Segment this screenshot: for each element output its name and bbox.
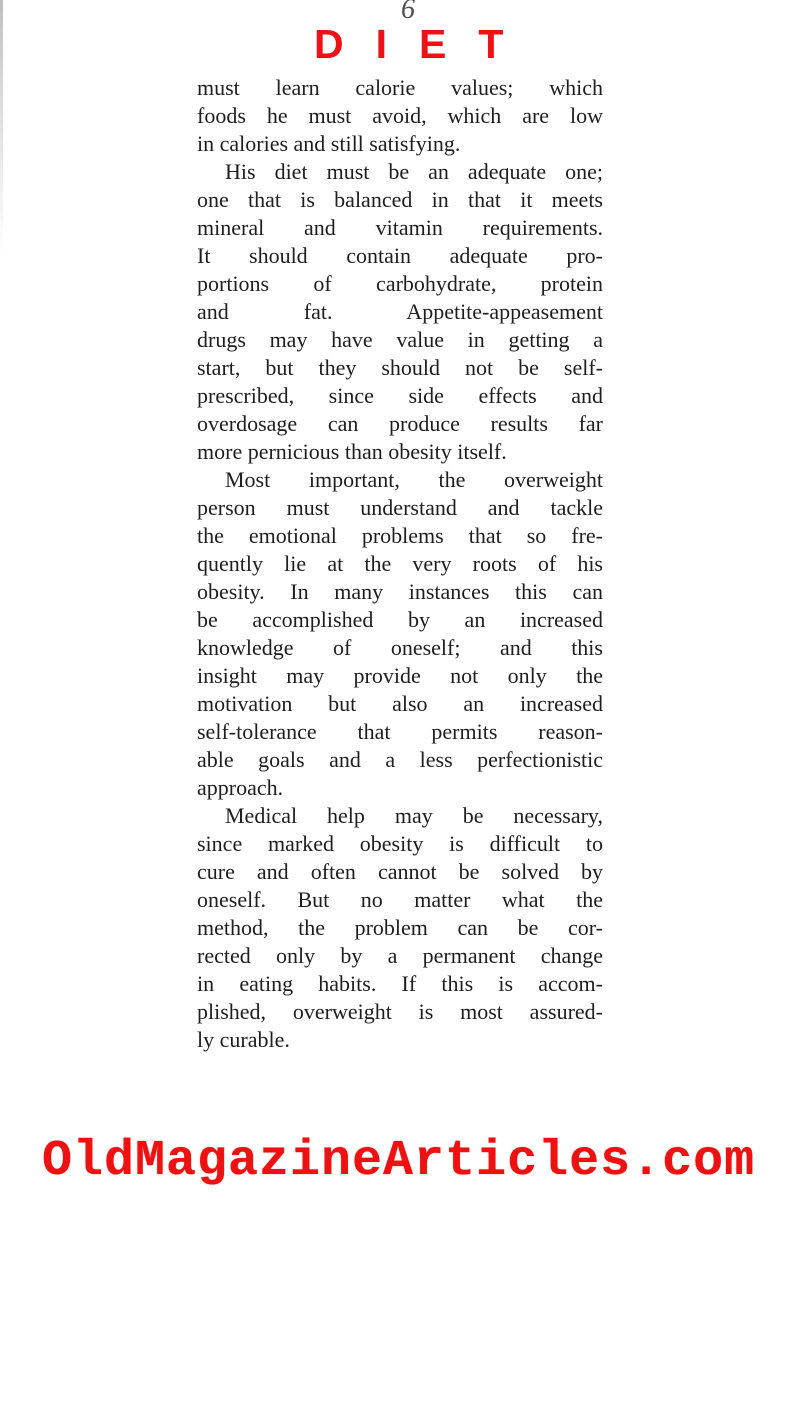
- text-line: start, but they should not be self-: [197, 355, 603, 380]
- text-line: person must understand and tackle: [197, 495, 603, 520]
- text-line: It should contain adequate pro-: [197, 243, 603, 268]
- text-line: ly curable.: [197, 1027, 290, 1052]
- text-line: motivation but also an increased: [197, 691, 603, 716]
- text-line: rected only by a permanent change: [197, 943, 603, 968]
- page-number: 6: [401, 0, 415, 25]
- text-line: and fat. Appetite-appeasement: [197, 299, 603, 324]
- text-line: His diet must be an adequate one;: [225, 159, 603, 184]
- text-line: since marked obesity is difficult to: [197, 831, 603, 856]
- text-line: oneself. But no matter what the: [197, 887, 603, 912]
- text-line: in eating habits. If this is accom-: [197, 971, 603, 996]
- text-line: portions of carbohydrate, protein: [197, 271, 603, 296]
- scan-edge-artifact: [0, 0, 3, 255]
- watermark-text: OldMagazineArticles.com: [42, 1133, 756, 1190]
- text-line: be accomplished by an increased: [197, 607, 603, 632]
- text-line: overdosage can produce results far: [197, 411, 603, 436]
- text-line: able goals and a less perfectionistic: [197, 747, 603, 772]
- text-line: self-tolerance that permits reason-: [197, 719, 603, 744]
- text-line: approach.: [197, 775, 284, 800]
- text-line: cure and often cannot be solved by: [197, 859, 603, 884]
- text-line: drugs may have value in getting a: [197, 327, 603, 352]
- text-line: foods he must avoid, which are low: [197, 103, 603, 128]
- text-line: quently lie at the very roots of his: [197, 551, 603, 576]
- text-line: method, the problem can be cor-: [197, 915, 603, 940]
- text-line: more pernicious than obesity itself.: [197, 439, 507, 464]
- text-line: the emotional problems that so fre-: [197, 523, 603, 548]
- text-line: Most important, the overweight: [225, 467, 603, 492]
- text-line: Medical help may be necessary,: [225, 803, 603, 828]
- text-line: knowledge of oneself; and this: [197, 635, 603, 660]
- text-line: one that is balanced in that it meets: [197, 187, 603, 212]
- text-line: plished, overweight is most assured-: [197, 999, 603, 1024]
- text-line: prescribed, since side effects and: [197, 383, 603, 408]
- article-column: [197, 74, 603, 1054]
- text-line: obesity. In many instances this can: [197, 579, 603, 604]
- text-line: in calories and still satisfying.: [197, 131, 461, 156]
- text-line: must learn calorie values; which: [197, 75, 603, 100]
- text-line: mineral and vitamin requirements.: [197, 215, 603, 240]
- text-line: insight may provide not only the: [197, 663, 603, 688]
- article-title: DIET: [314, 21, 536, 67]
